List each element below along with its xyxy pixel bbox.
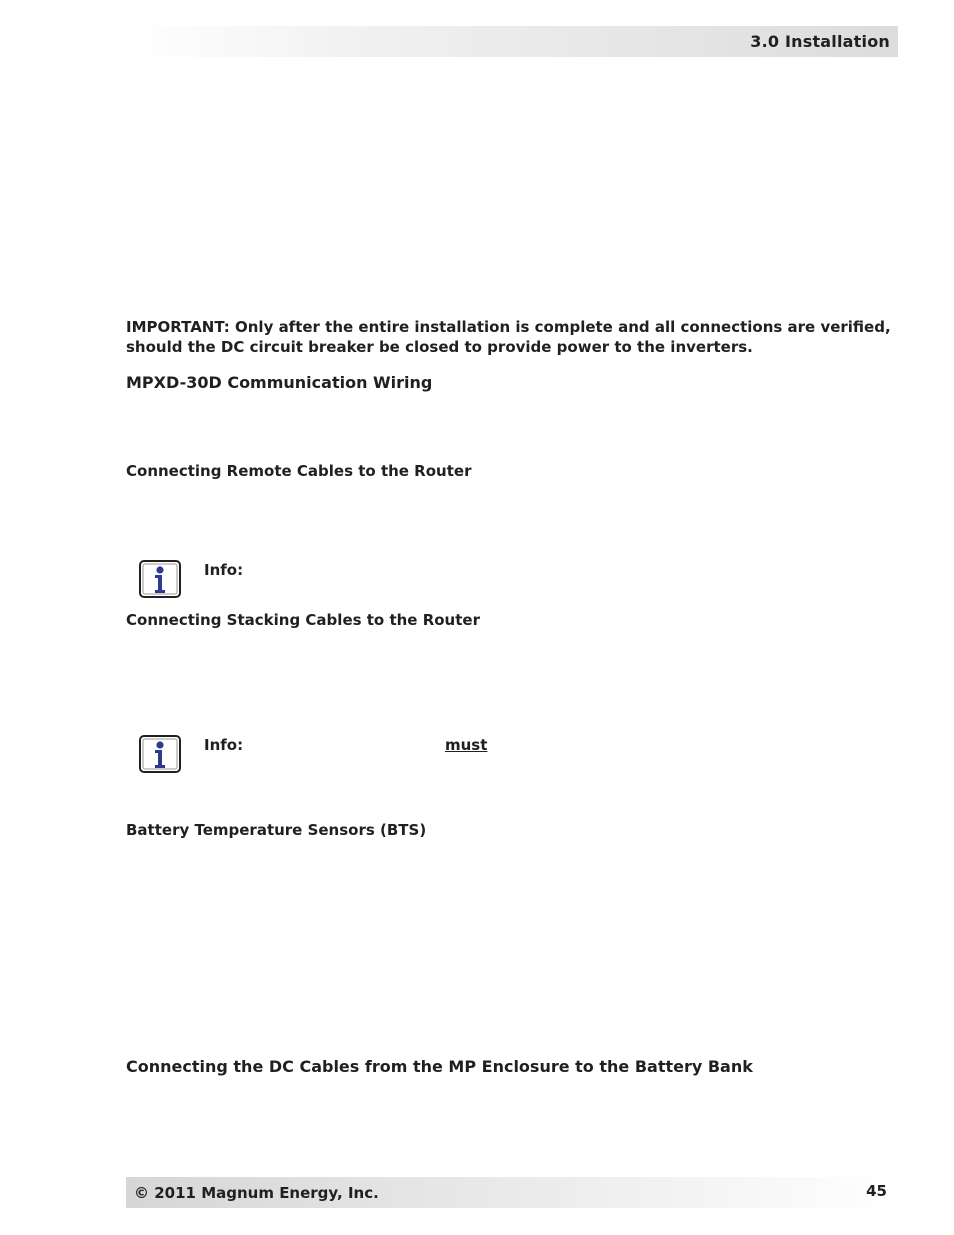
info-icon (139, 735, 181, 773)
info-icon (139, 560, 181, 598)
page-number: 45 (866, 1182, 887, 1200)
page-footer (126, 1177, 898, 1208)
info-label: Info: (204, 736, 244, 754)
heading-bts: Battery Temperature Sensors (BTS) (126, 821, 427, 839)
heading-mpxd-wiring: MPXD-30D Communication Wiring (126, 373, 433, 392)
heading-stacking-cables: Connecting Stacking Cables to the Router (126, 611, 480, 629)
important-note: IMPORTANT: Only after the entire installation is complete and all connections are verified, should the DC circuit breaker be closed to provide power to the inverters. (126, 318, 891, 356)
section-title: 3.0 Installation (750, 32, 890, 51)
copyright: © 2011 Magnum Energy, Inc. (134, 1184, 379, 1202)
heading-dc-cables: Connecting the DC Cables from the MP Enclosure to the Battery Bank (126, 1057, 753, 1076)
page-header (128, 26, 898, 57)
info-label: Info: (204, 561, 244, 579)
heading-remote-cables: Connecting Remote Cables to the Router (126, 462, 472, 480)
emphasis-must: must (445, 736, 488, 754)
